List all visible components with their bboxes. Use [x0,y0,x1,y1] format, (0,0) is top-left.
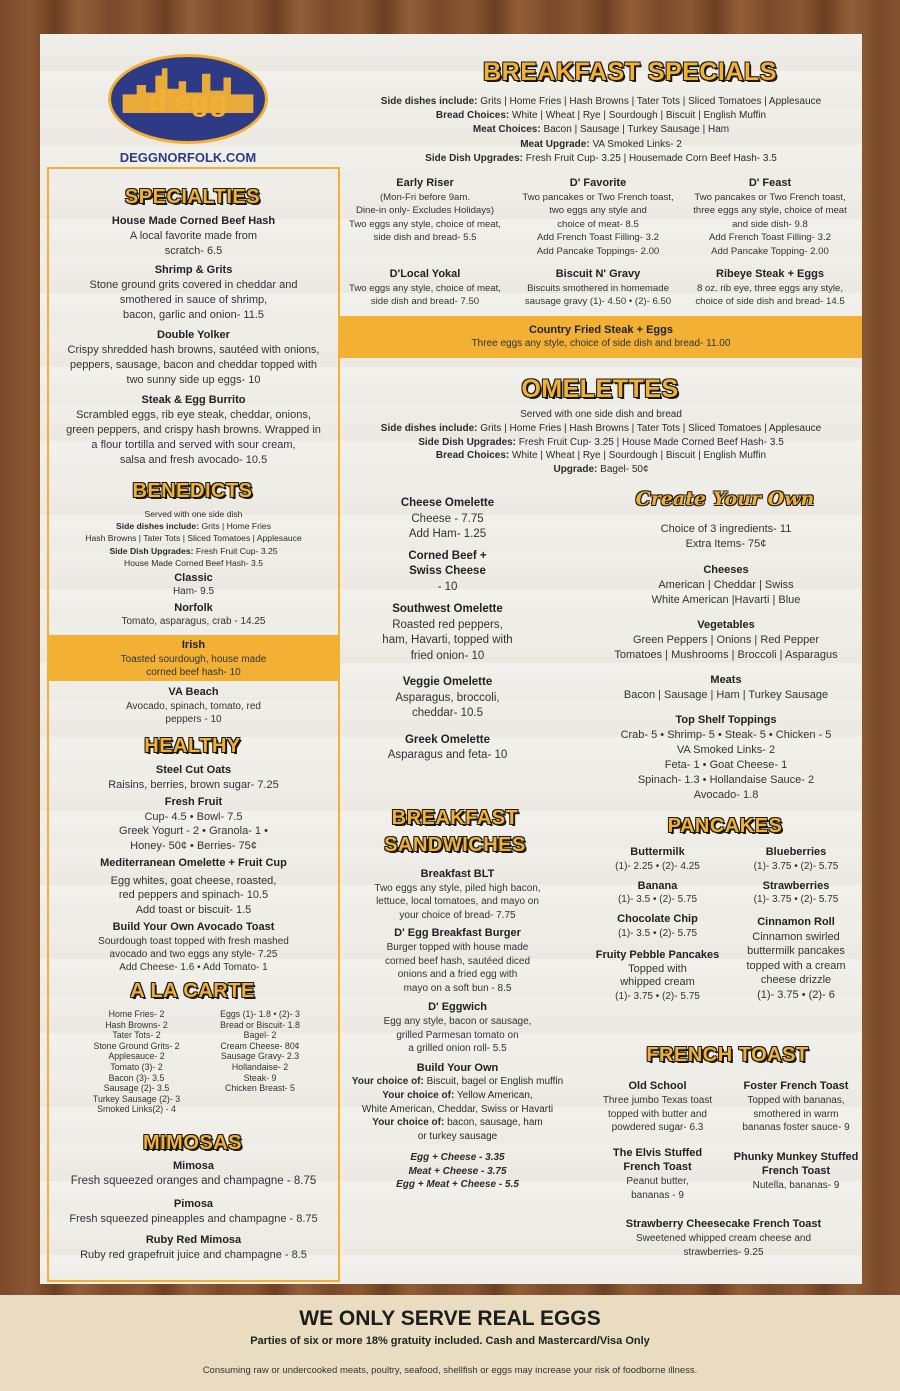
special-d-local-yokal: D'Local Yokal Two eggs any style, choice of meat, side dish and bread- 7.50 [349,268,501,308]
specialty-steak-egg-burrito: Steak & Egg Burrito Scrambled eggs, rib eye steak, cheddar, onions, green peppers, and crispy hash browns. Wrapped in a flour tortilla and served with sour cream, salsa and fresh avocado- 10.5 [66,394,321,466]
specialties-list [52,214,335,468]
a-la-carte-right-list: Eggs (1)- 1.8 • (2)- 3 Bread or Biscuit- 1.8 Bagel- 2 Cream Cheese- 80¢ Sausage Gravy- 2.3 Hollandaise- 2 Steak- 9 Chicken Breast- 5 [220,1009,300,1094]
omelette-cheese: Cheese Omelette Cheese - 7.75 Add Ham- 1.25 [400,497,495,540]
sandwich-build-prices: Egg + Cheese - 3.35 Meat + Cheese - 3.75 Egg + Meat + Cheese - 5.5 [396,1152,519,1191]
mimosa-classic: Mimosa Fresh squeezed oranges and champagne - 8.75 [70,1160,317,1187]
pancakes-left-list [590,846,725,1004]
benedict-va-beach: VA Beach Avocado, spinach, tomato, red peppers - 10 [126,686,261,725]
healthy-heading: HEALTHY [144,735,241,757]
pancake-buttermilk: Buttermilk (1)- 2.25 • (2)- 4.25 [615,846,700,872]
pancake-banana: Banana (1)- 3.5 • (2)- 5.75 [617,879,698,906]
footer [0,1295,900,1391]
omelettes-heading: OMELETTES [521,375,679,403]
website-link[interactable]: DEGGNORFOLK.COM [119,150,257,165]
benedicts-heading: BENEDICTS [132,480,253,502]
pancake-blueberries: Blueberries (1)- 3.75 • (2)- 5.75 [753,846,839,872]
featured-country-fried-steak: Country Fried Steak + Eggs Three eggs any style, choice of side dish and bread- 11.00 [340,316,862,358]
omelette-southwest: Southwest Omelette Roasted red peppers, ham, Havarti, topped with fried onion- 10 [382,603,513,662]
pancakes-right-list [730,846,862,1002]
specialty-shrimp-grits: Shrimp & Grits Stone ground grits covered in cheddar and smothered in sauce of shrimp, bacon, garlic and onion- 11.5 [89,264,298,321]
specialties-heading: SPECIALTIES [124,186,261,208]
healthy-avocado-toast: Build Your Own Avocado Toast Sourdough toast topped with fresh mashed avocado and two eggs any style- 7.25 Add Cheese- 1.6 • Add Tomato- 1 [98,921,289,973]
cyo-vegetables: Vegetables Green Peppers | Onions | Red Pepper Tomatoes | Mushrooms | Broccoli | Asparagus [614,619,838,661]
footer-warning: Consuming raw or undercooked meats, poultry, seafood, shellfish or eggs may increase your risk of foodborne illness. [202,1365,698,1376]
pancake-fruity-pebble: Fruity Pebble Pancakes Topped with whipped cream (1)- 3.75 • (2)- 5.75 [595,948,720,1003]
sandwich-eggwich: D' Eggwich Egg any style, bacon or sausage, grilled Parmesan tomato on a grilled onion roll- 5.5 [383,1001,532,1055]
footer-policy: Parties of six or more 18% gratuity included. Cash and Mastercard/Visa Only [250,1335,650,1347]
benedict-norfolk: Norfolk Tomato, asparagus, crab - 14.25 [121,602,266,627]
logo [108,54,268,144]
french-toast-phunky-munkey: Phunky Munkey Stuffed French Toast Nutella, bananas- 9 [733,1151,859,1191]
cyo-cheeses: Cheeses American | Cheddar | Swiss White American |Havarti | Blue [651,564,801,606]
special-early-riser: Early Riser (Mon-Fri before 9am. Dine-in only- Excludes Holidays) Two eggs any style, choice of meat, side dish and bread- 5.5 [349,177,501,244]
mimosa-ruby-red: Ruby Red Mimosa Ruby red grapefruit juice and champagne - 8.5 [80,1234,307,1261]
pancake-cinnamon-roll: Cinnamon Roll Cinnamon swirled buttermilk pancakes topped with a cream cheese drizzle (1)- 3.75 • (2)- 6 [746,916,846,1001]
french-toast-heading: FRENCH TOAST [646,1044,809,1066]
footer-headline: WE ONLY SERVE REAL EGGS [299,1307,601,1330]
breakfast-specials-heading: BREAKFAST SPECIALS [483,58,777,86]
sandwiches-list [345,868,570,1192]
specialty-corned-beef-hash: House Made Corned Beef Hash A local favorite made from scratch- 6.5 [111,215,276,257]
create-your-own-heading: Create Your Own [635,488,815,510]
healthy-fresh-fruit: Fresh Fruit Cup- 4.5 • Bowl- 7.5 Greek Yogurt - 2 • Granola- 1 • Honey- 50¢ • Berries- 75¢ [119,796,268,852]
create-your-own-list: Choice of 3 ingredients- 11 Extra Items- 75¢ Cheeses American | Cheddar | Swiss White American |Havarti | Blue Vegetables Green Peppers | Onions | Red Pepper Tomatoes | Mushrooms | Broccoli | Asparagus Meats Bacon | Sausage | Ham | Turkey Sausage Top Shelf Toppings Crab- 5 • Shrimp- 5 • Steak- 5 • Chicken - 5 VA Smoked Links- 2 Feta- 1 • Goat Cheese- 1 Spinach- 1.3 • Hollandaise Sauce- 2 Avocado- 1.8 [590,522,862,803]
french-toast-elvis: The Elvis Stuffed French Toast Peanut butter, bananas - 9 [612,1147,703,1201]
mimosa-pimosa: Pimosa Fresh squeezed pineapples and champagne - 8.75 [69,1198,318,1225]
mimosas-heading: MIMOSAS [142,1132,243,1154]
french-toast-strawberry-cheesecake: Strawberry Cheesecake French Toast Sweetened whipped cream cheese and strawberries- 9.25 [625,1218,822,1258]
healthy-list [52,763,335,974]
healthy-steel-cut-oats: Steel Cut Oats Raisins, berries, brown sugar- 7.25 [108,764,279,791]
cyo-meats: Meats Bacon | Sausage | Ham | Turkey Sausage [623,674,829,701]
a-la-carte-heading: A LA CARTE [130,980,255,1002]
pancakes-heading: PANCAKES [667,815,783,837]
omelette-corned-beef: Corned Beef + Swiss Cheese - 10 [408,549,487,593]
special-biscuit-n-gravy: Biscuit N' Gravy Biscuits smothered in homemade sausage gravy (1)- 4.50 • (2)- 6.50 [524,268,672,308]
specialty-double-yolker: Double Yolker Crispy shredded hash browns, sautéed with onions, peppers, sausage, bacon and cheddar topped with two sunny side up eggs- 10 [67,329,320,386]
special-d-feast: D' Feast Two pancakes or Two French toast, three eggs any style, choice of meat and side dish- 9.8 Add French Toast Filling- 3.2 Add Pancake Topping- 2.00 [693,177,847,257]
sandwiches-heading: BREAKFAST SANDWICHES [384,807,526,856]
a-la-carte-left-list: Home Fries- 2 Hash Browns- 2 Tater Tots- 2 Stone Ground Grits- 2 Applesauce- 2 Tomato (3)- 2 Bacon (3)- 3.5 Sausage (2)- 3.5 Turkey Sausage (2)- 3 Smoked Links(2) - 4 [92,1009,181,1115]
breakfast-specials-info: Side dishes include: Grits | Home Fries | Hash Browns | Tater Tots | Sliced Tomatoes | Applesauce Bread Choices: White | Wheat | Rye | Sourdough | Biscuit | English Muffin Meat Choices: Bacon | Sausage | Turkey Sausage | Ham Meat Upgrade: VA Smoked Links- 2 Side Dish Upgrades: Fresh Fruit Cup- 3.25 | Housemade Corn Beef Hash- 3.5 [380,96,822,164]
special-ribeye-steak: Ribeye Steak + Eggs 8 oz. rib eye, three eggs any style, choice of side dish and bread- 14.5 [695,268,845,308]
sandwich-blt: Breakfast BLT Two eggs any style, piled high bacon, lettuce, local tomatoes, and mayo on your choice of bread- 7.75 [374,868,541,921]
benedicts-list [52,571,335,629]
healthy-mediterranean-omelette: Mediterranean Omelette + Fruit Cup Egg whites, goat cheese, roasted, red peppers and spinach- 10.5 Add toast or biscuit- 1.5 [100,857,287,916]
french-toast-right-list [728,1080,864,1193]
french-toast-old-school: Old School Three jumbo Texas toast topped with butter and powdered sugar- 6.3 [602,1080,713,1134]
sandwich-egg-burger: D' Egg Breakfast Burger Burger topped with house made corned beef hash, sautéed diced onions and a fried egg with mayo on a soft bun - 8.5 [384,927,531,994]
cyo-top-shelf: Top Shelf Toppings Crab- 5 • Shrimp- 5 • Steak- 5 • Chicken - 5 VA Smoked Links- 2 Feta- 1 • Goat Cheese- 1 Spinach- 1.3 • Hollandaise Sauce- 2 Avocado- 1.8 [620,714,832,801]
omelette-list [355,496,540,764]
omelettes-info: Served with one side dish and bread Side dishes include: Grits | Home Fries | Hash Browns | Tater Tots | Sliced Tomatoes | Applesauce Side Dish Upgrades: Fresh Fruit Cup- 3.25 | House Made Corned Beef Hash- 3.5 Bread Choices: White | Wheat | Rye | Sourdough | Biscuit | English Muffin Upgrade: Bagel- 50¢ [380,409,822,476]
pancake-strawberries: Strawberries (1)- 3.75 • (2)- 5.75 [753,879,839,906]
benedicts-info: Served with one side dish Side dishes include: Grits | Home Fries Hash Browns | Tater Tots | Sliced Tomatoes | Applesauce Side Dish Upgrades: Fresh Fruit Cup- 3.25 House Made Corned Beef Hash- 3.5 [85,509,302,568]
special-d-favorite: D' Favorite Two pancakes or Two French toast, two eggs any style and choice of meat- 8.5 Add French Toast Filling- 3.2 Add Pancake Toppings- 2.00 [522,177,674,257]
french-toast-foster: Foster French Toast Topped with bananas, smothered in warm bananas foster sauce- 9 [742,1080,850,1134]
benedict-classic: Classic Ham- 9.5 [172,572,215,597]
french-toast-left-list [585,1080,730,1202]
omelette-veggie: Veggie Omelette Asparagus, broccoli, cheddar- 10.5 [395,676,500,719]
pancake-chocolate-chip: Chocolate Chip (1)- 3.5 • (2)- 5.75 [617,913,698,939]
featured-irish-benedict: Irish Toasted sourdough, house made corned beef hash- 10 [49,635,338,681]
omelette-greek: Greek Omelette Asparagus and feta- 10 [387,733,508,761]
logo-wordmark: d'egg [148,85,228,118]
sandwich-build-your-own: Build Your Own Your choice of: Biscuit, bagel or English muffin Your choice of: Yellow American, White American, Cheddar, Swiss or Havarti Your choice of: bacon, sausage, ham or turkey sausage Egg + Cheese - 3.35 Meat + Cheese - 3.75 Egg + Meat + Cheese - 5.5 [345,1062,570,1192]
mimosas-list [50,1159,337,1263]
